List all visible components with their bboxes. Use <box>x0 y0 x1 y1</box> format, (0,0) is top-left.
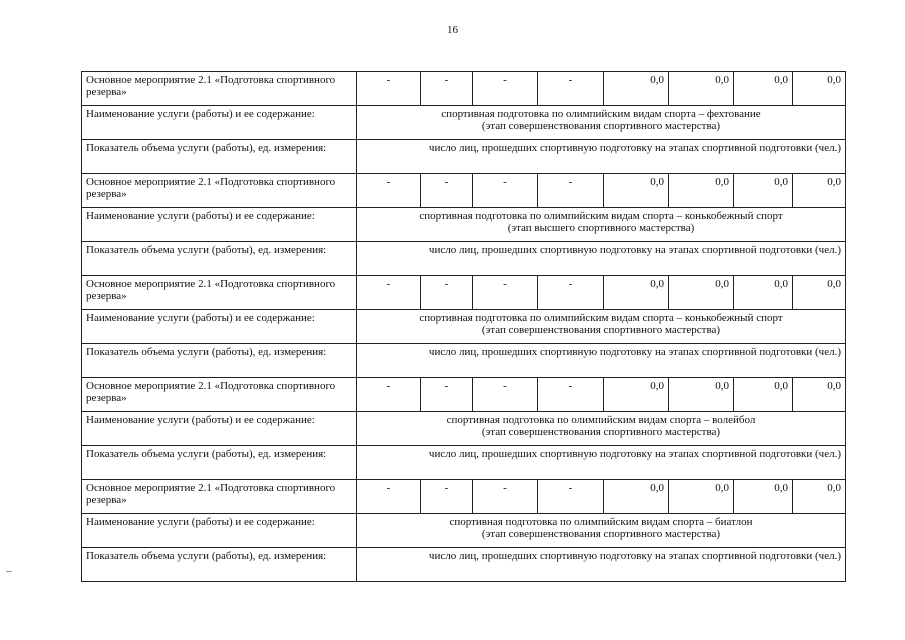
service-name-line: спортивная подготовка по олимпийским видам спорта – конькобежный спорт <box>419 312 783 324</box>
service-stage-line: (этап высшего спортивного мастерства) <box>507 222 695 234</box>
measure-value-cell: 0,0 <box>604 378 669 412</box>
measure-row <box>82 72 846 106</box>
indicator-row <box>82 140 846 174</box>
page-number: 16 <box>447 24 458 36</box>
measure-name: Основное мероприятие 2.1 «Подготовка спортивного резерва» <box>82 276 357 310</box>
indicator-text: число лиц, прошедших спортивную подготовку на этапах спортивной подготовки (чел.) <box>357 242 846 276</box>
measure-dash-cell: - <box>473 276 538 310</box>
measure-value-cell: 0,0 <box>604 174 669 208</box>
measure-dash-cell: - <box>357 174 421 208</box>
indicator-text: число лиц, прошедших спортивную подготовку на этапах спортивной подготовки (чел.) <box>357 344 846 378</box>
indicator-text: число лиц, прошедших спортивную подготовку на этапах спортивной подготовки (чел.) <box>357 548 846 582</box>
service-row <box>82 106 846 140</box>
service-name-line: спортивная подготовка по олимпийским видам спорта – фехтование <box>441 108 761 120</box>
measure-value-cell: 0,0 <box>734 480 793 514</box>
measure-value-cell: 0,0 <box>734 174 793 208</box>
measure-value-cell: 0,0 <box>793 480 846 514</box>
indicator-text: число лиц, прошедших спортивную подготовку на этапах спортивной подготовки (чел.) <box>357 446 846 480</box>
measure-dash-cell: - <box>473 480 538 514</box>
measure-dash-cell: - <box>421 72 473 106</box>
indicator-row <box>82 548 846 582</box>
service-name-line: спортивная подготовка по олимпийским видам спорта – биатлон <box>449 516 753 528</box>
measure-dash-cell: - <box>538 480 604 514</box>
measure-name: Основное мероприятие 2.1 «Подготовка спортивного резерва» <box>82 378 357 412</box>
indicator-label: Показатель объема услуги (работы), ед. измерения: <box>82 140 357 174</box>
service-label: Наименование услуги (работы) и ее содержание: <box>82 106 357 140</box>
service-content <box>357 208 846 242</box>
program-table <box>81 71 846 582</box>
indicator-text: число лиц, прошедших спортивную подготовку на этапах спортивной подготовки (чел.) <box>357 140 846 174</box>
measure-dash-cell: - <box>421 276 473 310</box>
measure-dash-cell: - <box>538 276 604 310</box>
measure-name: Основное мероприятие 2.1 «Подготовка спортивного резерва» <box>82 174 357 208</box>
measure-dash-cell: - <box>473 378 538 412</box>
measure-value-cell: 0,0 <box>793 276 846 310</box>
measure-value-cell: 0,0 <box>669 174 734 208</box>
service-label: Наименование услуги (работы) и ее содержание: <box>82 208 357 242</box>
indicator-row <box>82 446 846 480</box>
service-name-line: спортивная подготовка по олимпийским видам спорта – конькобежный спорт <box>419 210 783 222</box>
measure-dash-cell: - <box>357 480 421 514</box>
measure-dash-cell: - <box>421 480 473 514</box>
service-label: Наименование услуги (работы) и ее содержание: <box>82 310 357 344</box>
measure-value-cell: 0,0 <box>734 72 793 106</box>
measure-dash-cell: - <box>473 72 538 106</box>
measure-dash-cell: - <box>538 378 604 412</box>
measure-value-cell: 0,0 <box>793 378 846 412</box>
indicator-label: Показатель объема услуги (работы), ед. измерения: <box>82 344 357 378</box>
measure-dash-cell: - <box>538 72 604 106</box>
indicator-row <box>82 344 846 378</box>
indicator-label: Показатель объема услуги (работы), ед. измерения: <box>82 446 357 480</box>
service-label: Наименование услуги (работы) и ее содержание: <box>82 514 357 548</box>
service-stage-line: (этап совершенствования спортивного мастерства) <box>481 426 721 438</box>
measure-dash-cell: - <box>357 276 421 310</box>
service-row <box>82 208 846 242</box>
scan-edge-mark <box>6 571 12 572</box>
service-content <box>357 412 846 446</box>
measure-value-cell: 0,0 <box>604 276 669 310</box>
measure-value-cell: 0,0 <box>669 378 734 412</box>
measure-dash-cell: - <box>421 378 473 412</box>
measure-value-cell: 0,0 <box>604 72 669 106</box>
service-row <box>82 412 846 446</box>
measure-name: Основное мероприятие 2.1 «Подготовка спортивного резерва» <box>82 480 357 514</box>
service-stage-line: (этап совершенствования спортивного мастерства) <box>481 120 721 132</box>
indicator-label: Показатель объема услуги (работы), ед. измерения: <box>82 242 357 276</box>
measure-row <box>82 378 846 412</box>
measure-value-cell: 0,0 <box>669 276 734 310</box>
service-stage-line: (этап совершенствования спортивного мастерства) <box>481 528 721 540</box>
measure-value-cell: 0,0 <box>669 72 734 106</box>
measure-dash-cell: - <box>538 174 604 208</box>
measure-value-cell: 0,0 <box>793 174 846 208</box>
measure-dash-cell: - <box>357 378 421 412</box>
measure-row <box>82 480 846 514</box>
table-body <box>82 72 846 582</box>
service-label: Наименование услуги (работы) и ее содержание: <box>82 412 357 446</box>
service-name-line: спортивная подготовка по олимпийским видам спорта – волейбол <box>446 414 756 426</box>
measure-value-cell: 0,0 <box>734 378 793 412</box>
measure-dash-cell: - <box>357 72 421 106</box>
service-row <box>82 310 846 344</box>
service-row <box>82 514 846 548</box>
measure-value-cell: 0,0 <box>793 72 846 106</box>
measure-row <box>82 174 846 208</box>
measure-value-cell: 0,0 <box>604 480 669 514</box>
measure-name: Основное мероприятие 2.1 «Подготовка спортивного резерва» <box>82 72 357 106</box>
service-stage-line: (этап совершенствования спортивного мастерства) <box>481 324 721 336</box>
indicator-row <box>82 242 846 276</box>
measure-row <box>82 276 846 310</box>
measure-dash-cell: - <box>421 174 473 208</box>
service-content <box>357 514 846 548</box>
measure-dash-cell: - <box>473 174 538 208</box>
measure-value-cell: 0,0 <box>669 480 734 514</box>
service-content <box>357 106 846 140</box>
measure-value-cell: 0,0 <box>734 276 793 310</box>
service-content <box>357 310 846 344</box>
indicator-label: Показатель объема услуги (работы), ед. измерения: <box>82 548 357 582</box>
